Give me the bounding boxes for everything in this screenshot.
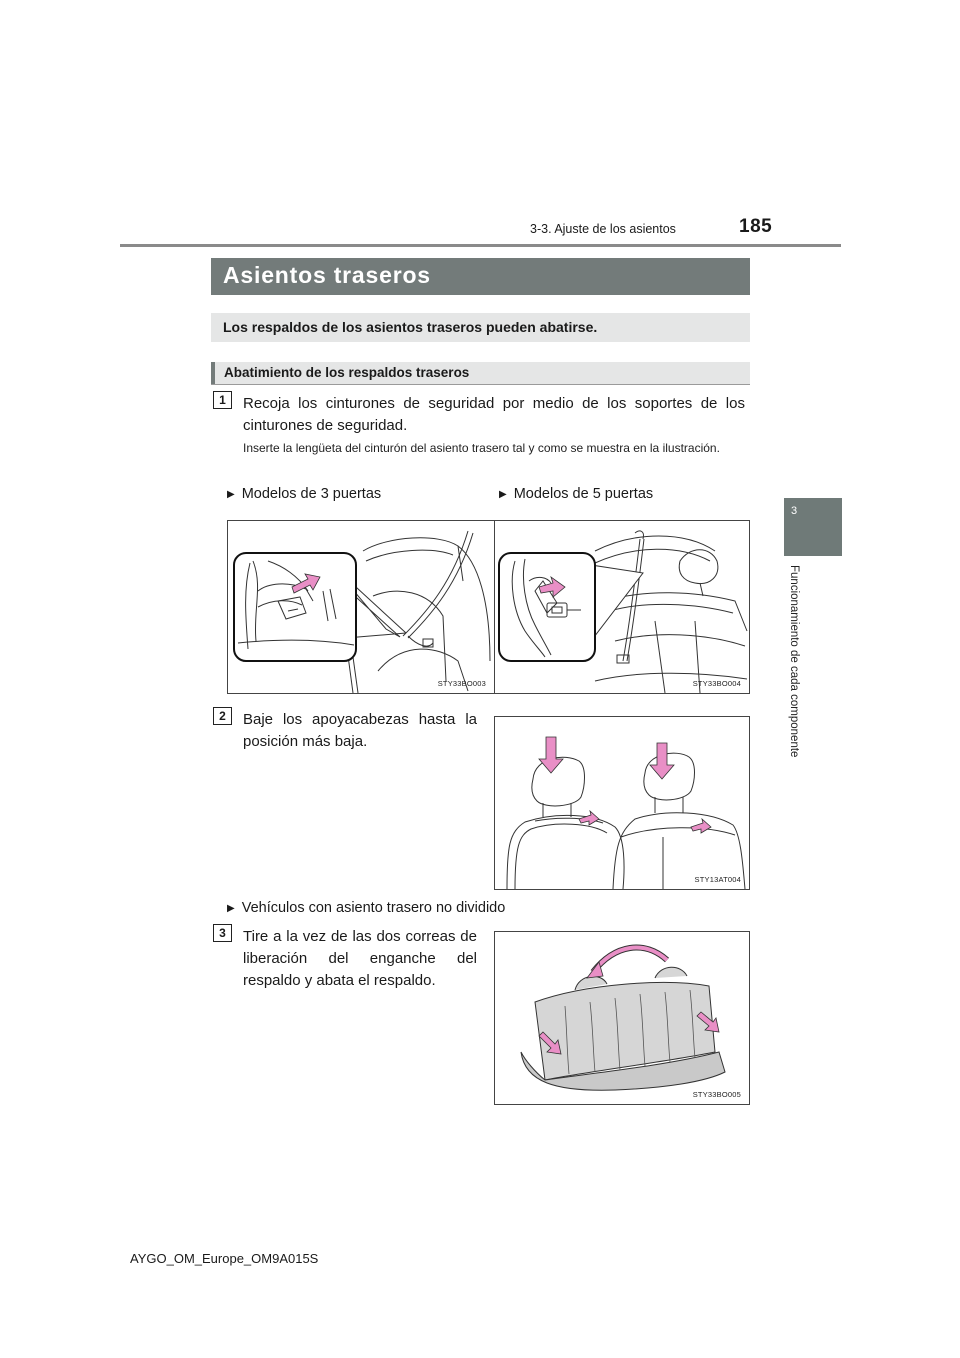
figure-code: STY33BO003	[437, 679, 486, 688]
subsection-rule	[211, 384, 750, 385]
step-3-text: Tire a la vez de las dos correas de liberación del enganche del respaldo y abata el respaldo.	[243, 928, 477, 989]
chapter-side-label	[786, 565, 810, 795]
bullet-5-door	[499, 486, 653, 502]
page-title-bar	[211, 258, 750, 295]
bullet-marker: ▶	[227, 489, 235, 500]
section-header: 3-3. Ajuste de los asientos	[530, 222, 676, 236]
bullet-marker: ▶	[499, 489, 507, 500]
figure-code: STY33BO004	[692, 679, 741, 688]
step-1-text: Recoja los cinturones de seguridad por medio de los soportes de los cinturones de seguridad.	[243, 395, 745, 434]
step-2-text: Baje los apoyacabezas hasta la posición más baja.	[243, 711, 477, 750]
figure-code: STY13AT004	[694, 875, 741, 884]
belt-holder-illustration-3-door	[228, 521, 494, 693]
bullet-3-door-text: Modelos de 3 puertas	[241, 486, 382, 502]
step-1-note: Inserte la lengüeta del cinturón del asiento trasero tal y como se muestra en la ilustración.	[243, 441, 720, 455]
figure-5-door-belt	[494, 520, 750, 694]
step-2-number: 2	[213, 707, 232, 725]
header-rule	[120, 244, 841, 247]
step-3-number: 3	[213, 924, 232, 942]
page-title: Asientos traseros	[223, 262, 431, 288]
footer-doc-id: AYGO_OM_Europe_OM9A015S	[130, 1251, 319, 1266]
bullet-marker: ▶	[227, 903, 235, 914]
bullet-5-door-text: Modelos de 5 puertas	[513, 486, 654, 502]
subsection-bar	[211, 362, 750, 384]
headrest-lower-illustration	[495, 717, 749, 889]
bullet-3-door	[227, 486, 381, 502]
page-number: 185	[739, 216, 773, 237]
subsection-title: Abatimiento de los respaldos traseros	[224, 365, 470, 380]
figure-headrests	[494, 716, 750, 890]
chapter-number: 3	[791, 505, 798, 517]
bullet-non-split-seat	[227, 900, 505, 916]
chapter-side-label-text: Funcionamiento de cada componente	[788, 565, 800, 758]
step-1-number: 1	[213, 391, 232, 409]
figure-fold-seatback	[494, 931, 750, 1105]
figure-code: STY33BO005	[692, 1090, 741, 1099]
figure-3-door-belt	[227, 520, 495, 694]
belt-holder-illustration-5-door	[495, 521, 749, 693]
chapter-tab	[784, 498, 842, 556]
intro-bar	[211, 313, 750, 342]
intro-text: Los respaldos de los asientos traseros pueden abatirse.	[223, 319, 598, 335]
seatback-fold-illustration	[495, 932, 749, 1104]
bullet-non-split-seat-text: Vehículos con asiento trasero no dividido	[241, 900, 506, 916]
